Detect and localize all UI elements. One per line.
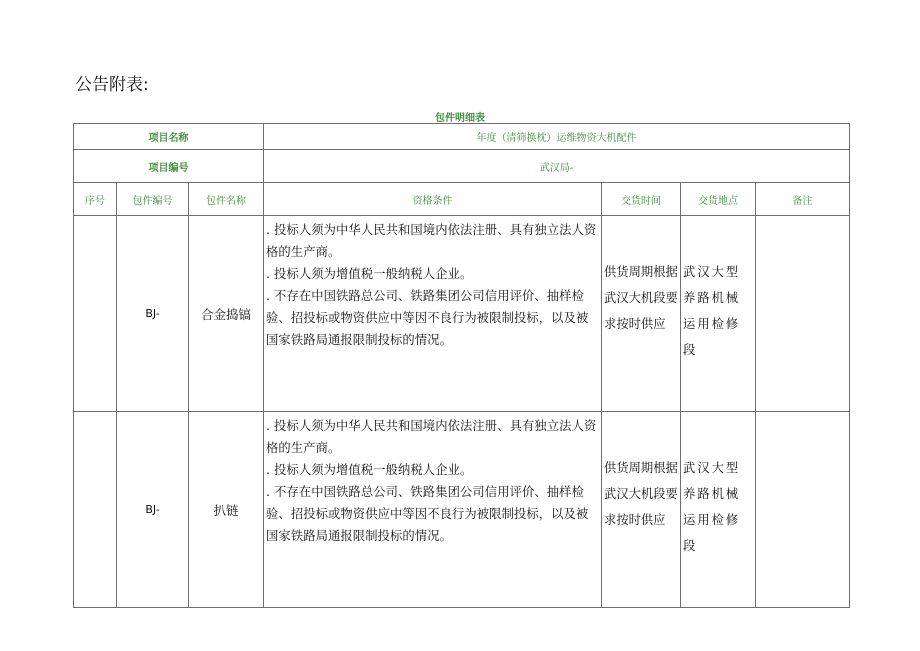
table-row [74,412,850,608]
row-seq [74,412,117,608]
project-name-label: 项目名称 [74,124,264,150]
column-header: 包件名称 [189,183,264,216]
column-header-row [74,183,850,216]
delivery-time: 供货周期根据武汉大机段要求按时供应 [602,216,681,412]
requirement-item: . 投标人须为中华人民共和国境内依法注册、具有独立法人资格的生产商。 [266,419,597,455]
package-code: BJ- [117,216,189,412]
project-name-row [74,124,850,150]
column-header: 交货时间 [602,183,681,216]
column-header: 备注 [756,183,850,216]
row-seq [74,216,117,412]
row-note [756,412,850,608]
requirement-item: . 不存在中国铁路总公司、铁路集团公司信用评价、抽样检验、招投标或物资供应中等因不良行为被限制投标，以及被国家铁路局通报限制投标的情况。 [266,289,589,347]
project-code-row [74,150,850,183]
row-note [756,216,850,412]
column-header: 交货地点 [681,183,756,216]
table-row [74,216,850,412]
project-code-label: 项目编号 [74,150,264,183]
qualification-conditions [264,412,602,608]
column-header: 序号 [74,183,117,216]
delivery-place: 武汉大型养路机械运用检修段 [681,412,756,608]
package-name: 扒链 [189,412,264,608]
project-name-value: 年度（清筛换枕）运维物资大机配件 [264,124,850,150]
requirement-item: . 投标人须为中华人民共和国境内依法注册、具有独立法人资格的生产商。 [266,223,597,259]
table-title: 包件明细表 [435,113,485,124]
delivery-time: 供货周期根据武汉大机段要求按时供应 [602,412,681,608]
announcement-heading: 公告附表: [75,75,149,95]
column-header: 包件编号 [117,183,189,216]
package-detail-table [73,123,850,608]
requirement-item: . 投标人须为增值税一般纳税人企业。 [266,463,473,477]
requirement-item: . 投标人须为增值税一般纳税人企业。 [266,267,473,281]
package-name: 合金捣镐 [189,216,264,412]
column-header: 资格条件 [264,183,602,216]
qualification-conditions [264,216,602,412]
delivery-place: 武汉大型养路机械运用检修段 [681,216,756,412]
requirement-item: . 不存在中国铁路总公司、铁路集团公司信用评价、抽样检验、招投标或物资供应中等因不良行为被限制投标，以及被国家铁路局通报限制投标的情况。 [266,485,589,543]
project-code-value: 武汉局- [264,150,850,183]
package-code: BJ- [117,412,189,608]
